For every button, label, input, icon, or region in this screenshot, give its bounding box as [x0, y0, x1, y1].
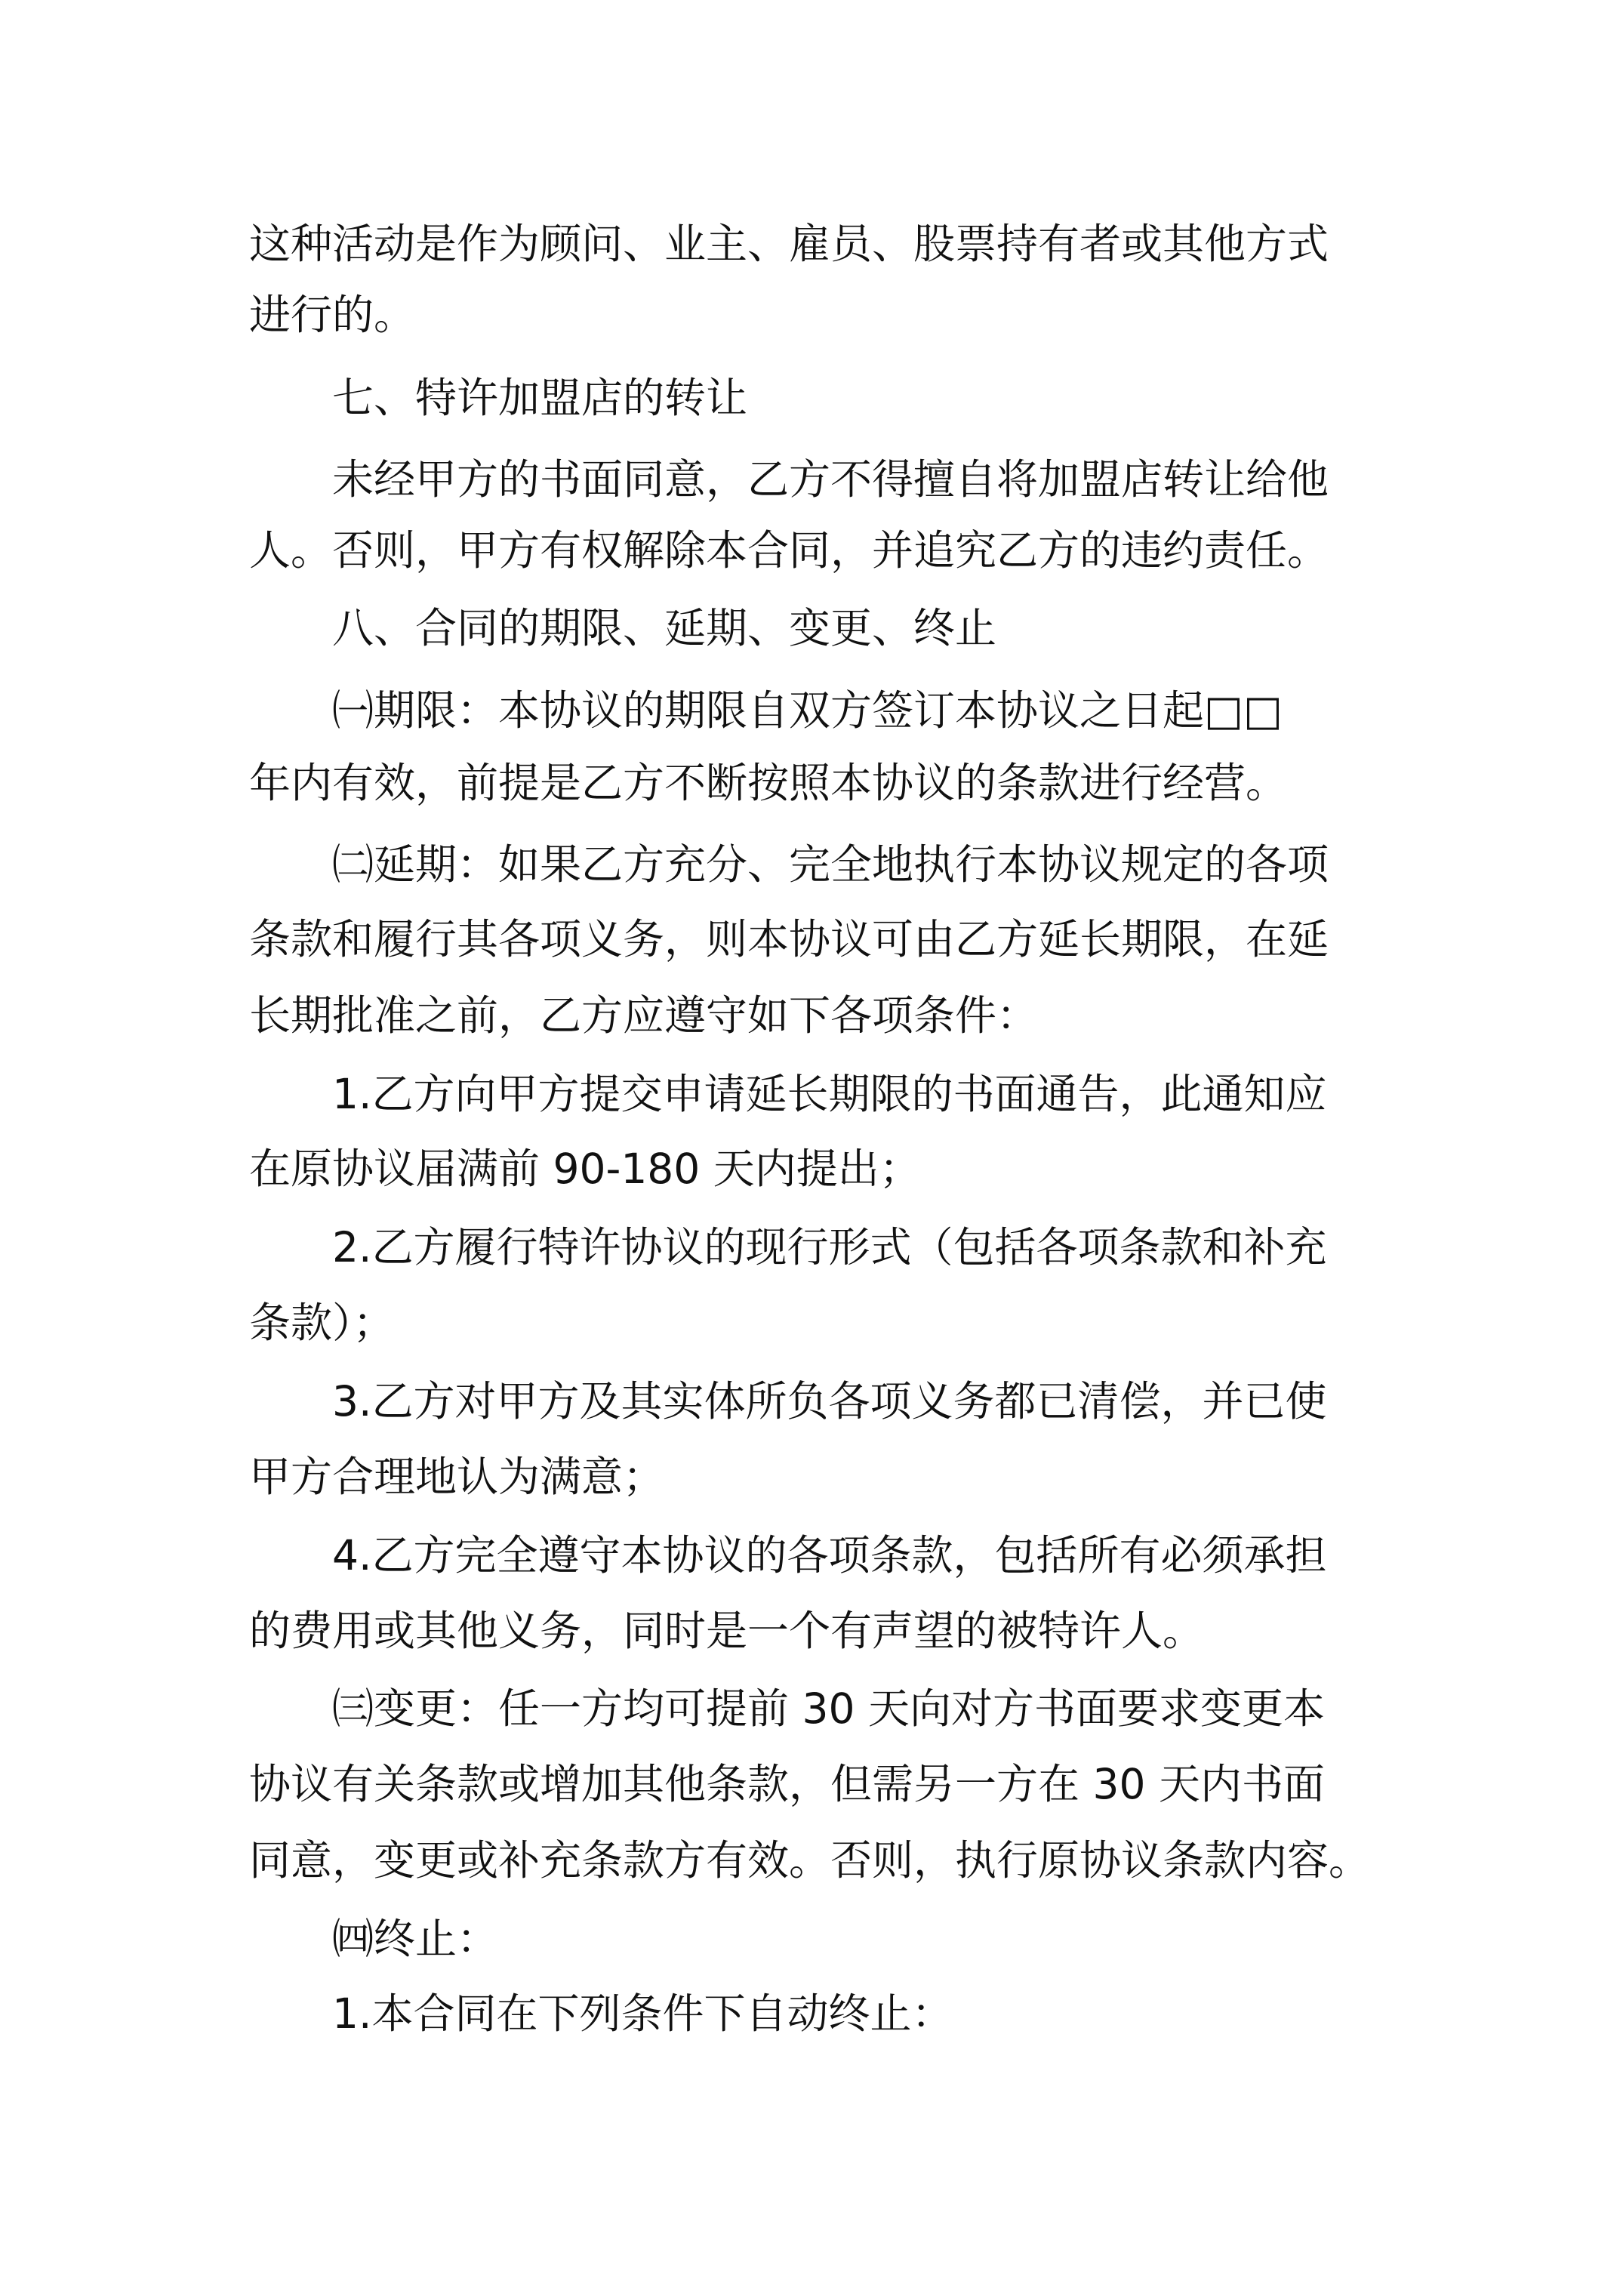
- text-line: 4.乙方完全遵守本协议的各项条款，包括所有必须承担: [332, 1531, 1327, 1579]
- text-line: 长期批准之前，乙方应遵守如下各项条件：: [249, 991, 1039, 1040]
- text-line: 同意，变更或补充条款方有效。否则，执行原协议条款内容。: [249, 1836, 1371, 1885]
- text-line: 协议有关条款或增加其他条款，但需另一方在 30 天内书面: [249, 1760, 1325, 1808]
- text-line: 甲方合理地认为满意；: [249, 1453, 665, 1501]
- section-heading: 七、特许加盟店的转让: [332, 374, 748, 422]
- text-line: ㈠期限：本协议的期限自双方签订本协议之日起□□: [332, 686, 1283, 735]
- text-line: 进行的。: [249, 291, 416, 339]
- text-line: 未经甲方的书面同意，乙方不得擅自将加盟店转让给他: [332, 455, 1329, 504]
- text-line: 在原协议届满前 90-180 天内提出；: [249, 1145, 921, 1193]
- text-line: 年内有效，前提是乙方不断按照本协议的条款进行经营。: [249, 759, 1288, 807]
- text-line: ㈡延期：如果乙方充分、完全地执行本协议规定的各项: [332, 840, 1329, 889]
- text-line: 的费用或其他义务，同时是一个有声望的被特许人。: [249, 1607, 1205, 1655]
- text-line: 3.乙方对甲方及其实体所负各项义务都已清偿，并已使: [332, 1377, 1327, 1425]
- text-line: ㈣终止：: [332, 1915, 499, 1963]
- text-line: 条款和履行其各项义务，则本协议可由乙方延长期限，在延: [249, 915, 1329, 963]
- text-line: 这种活动是作为顾问、业主、雇员、股票持有者或其他方式: [249, 220, 1329, 268]
- text-line: 条款）；: [249, 1299, 395, 1347]
- text-line: 人。否则，甲方有权解除本合同，并追究乙方的违约责任。: [249, 526, 1329, 575]
- text-line: 2.乙方履行特许协议的现行形式（包括各项条款和补充: [332, 1223, 1327, 1271]
- text-line: 1.乙方向甲方提交申请延长期限的书面通告，此通知应: [332, 1070, 1327, 1118]
- text-line: ㈢变更：任一方均可提前 30 天向对方书面要求变更本: [332, 1684, 1325, 1733]
- section-heading: 八、合同的期限、延期、变更、终止: [332, 604, 997, 652]
- text-line: 1.本合同在下列条件下自动终止：: [332, 1989, 953, 2038]
